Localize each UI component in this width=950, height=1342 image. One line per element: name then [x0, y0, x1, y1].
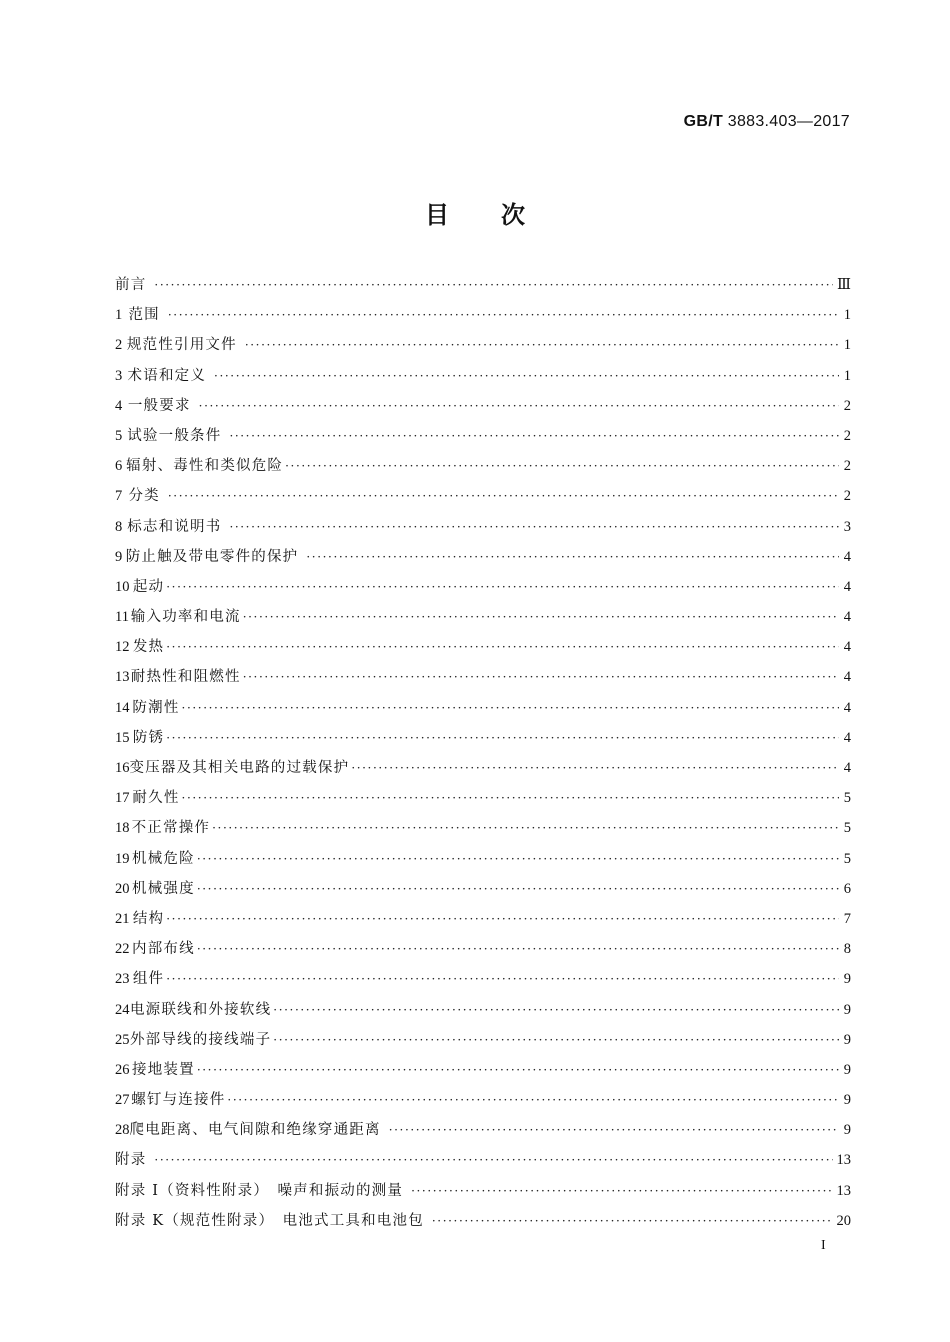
- toc-dot-leader: [197, 874, 839, 904]
- toc-dot-leader: [182, 693, 839, 723]
- toc-entry-page: 1: [843, 337, 851, 354]
- toc-entry-number: 3: [115, 367, 123, 384]
- toc-entry[interactable]: [115, 300, 851, 330]
- toc-entry-label: 起动: [132, 578, 165, 595]
- toc-entry-label: 爬电距离、电气间隙和绝缘穿通距离: [129, 1122, 381, 1139]
- toc-entry[interactable]: [115, 723, 851, 753]
- toc-entry-page: 1: [843, 367, 851, 384]
- toc-entry-page: 2: [843, 427, 851, 444]
- toc-entry-number: 21: [115, 910, 130, 927]
- toc-entry-page: 9: [843, 971, 851, 988]
- toc-dot-leader: [166, 572, 839, 602]
- toc-entry-page: 1: [843, 307, 851, 324]
- toc-dot-leader: [212, 813, 839, 843]
- toc-entry-label: 耐久性: [132, 790, 180, 807]
- toc-entry[interactable]: [115, 1085, 851, 1115]
- toc-title: 目次: [425, 201, 577, 229]
- toc-entry-label: 内部布线: [132, 941, 195, 958]
- toc-entry-number: 23: [115, 971, 130, 988]
- toc-entry-label: 规范性引用文件: [126, 337, 237, 354]
- toc-entry-label: 组件: [132, 971, 165, 988]
- toc-entry-page: 3: [843, 518, 851, 535]
- toc-entry[interactable]: [115, 421, 851, 451]
- toc-entry-label: 防潮性: [132, 699, 180, 716]
- toc-entry-label: 耐热性和阻燃性: [130, 669, 241, 686]
- toc-entry[interactable]: [115, 1025, 851, 1055]
- toc-entry-page: 2: [843, 488, 851, 505]
- toc-entry-page: 9: [843, 1122, 851, 1139]
- toc-entry-page: 2: [843, 397, 851, 414]
- toc-entry-page: 4: [843, 639, 851, 656]
- toc-entry[interactable]: [115, 1206, 851, 1236]
- toc-entry[interactable]: [115, 1055, 851, 1085]
- toc-entry-label: 变压器及其相关电路的过载保护: [129, 760, 350, 776]
- toc-entry-number: 4: [115, 397, 123, 414]
- toc-entry-page: 13: [836, 1152, 851, 1169]
- toc-dot-leader: [243, 602, 839, 632]
- toc-entry-page: 9: [843, 1001, 851, 1018]
- toc-entry-page: 9: [843, 1031, 851, 1048]
- toc-dot-leader: [285, 451, 839, 481]
- toc-dot-leader: [243, 662, 839, 692]
- toc-entry-number: 1: [115, 307, 123, 324]
- toc-entry[interactable]: [115, 391, 851, 421]
- toc-entry-number: 13: [115, 669, 130, 686]
- toc-entry-number: 15: [115, 729, 130, 746]
- page-number: I: [821, 1238, 826, 1253]
- toc-entry-number: 27: [115, 1092, 130, 1109]
- toc-dot-leader: [273, 1025, 839, 1055]
- toc-entry-number: 10: [115, 578, 130, 595]
- toc-entry-label: 术语和定义: [127, 367, 207, 384]
- toc-entry-page: 5: [843, 820, 851, 837]
- toc-dot-leader: [227, 1085, 839, 1115]
- toc-entry[interactable]: [115, 361, 851, 391]
- toc-entry-label: 附录 K（规范性附录） 电池式工具和电池包: [115, 1212, 424, 1229]
- table-of-contents: [115, 270, 851, 1236]
- toc-entry[interactable]: [115, 1145, 851, 1175]
- toc-entry[interactable]: [115, 1176, 851, 1206]
- toc-entry-label: 机械危险: [132, 850, 195, 867]
- toc-entry-page: 20: [836, 1212, 851, 1229]
- toc-entry[interactable]: [115, 1115, 851, 1145]
- toc-entry[interactable]: [115, 451, 851, 481]
- toc-entry-number: 12: [115, 639, 130, 656]
- toc-dot-leader: [166, 904, 839, 934]
- toc-entry-number: 8: [115, 518, 123, 535]
- toc-entry-page: 4: [843, 729, 851, 746]
- toc-entry-page: 4: [843, 669, 851, 686]
- toc-entry-number: 20: [115, 880, 130, 897]
- toc-dot-leader: [168, 300, 839, 330]
- toc-entry-page: 9: [843, 1061, 851, 1078]
- toc-entry-number: 6: [115, 458, 123, 475]
- toc-dot-leader: [166, 964, 839, 994]
- toc-entry-page: 9: [843, 1092, 851, 1109]
- toc-dot-leader: [182, 783, 839, 813]
- toc-entry-label: 机械强度: [132, 880, 195, 897]
- toc-entry-label: 接地装置: [132, 1061, 195, 1078]
- toc-entry-label: 防止触及带电零件的保护: [125, 548, 299, 565]
- toc-entry-label: 前言: [115, 277, 147, 293]
- toc-entry-page: Ⅲ: [837, 277, 851, 293]
- toc-entry[interactable]: [115, 632, 851, 662]
- toc-entry-label: 发热: [132, 639, 165, 656]
- toc-entry-number: 14: [115, 699, 130, 716]
- toc-dot-leader: [411, 1176, 832, 1206]
- toc-entry-number: 28: [115, 1122, 130, 1139]
- toc-entry-label: 辐射、毒性和类似危险: [126, 458, 284, 475]
- toc-dot-leader: [168, 481, 839, 511]
- toc-entry[interactable]: [115, 512, 851, 542]
- toc-entry-label: 螺钉与连接件: [131, 1092, 226, 1109]
- toc-entry-number: 24: [115, 1001, 130, 1018]
- toc-entry-label: 试验一般条件: [127, 427, 222, 444]
- toc-entry-page: 4: [843, 609, 851, 626]
- toc-dot-leader: [166, 723, 839, 753]
- toc-entry-label: 分类: [128, 488, 160, 505]
- toc-entry-label: 结构: [132, 910, 165, 927]
- toc-entry-page: 5: [843, 790, 851, 807]
- toc-entry[interactable]: [115, 964, 851, 994]
- toc-entry-label: 防锈: [132, 729, 165, 746]
- toc-entry-label: 电源联线和外接软线: [129, 1001, 272, 1018]
- toc-entry-number: 25: [115, 1031, 130, 1048]
- toc-entry[interactable]: [115, 844, 851, 874]
- toc-dot-leader: [229, 421, 839, 451]
- toc-entry-label: 附录: [115, 1152, 147, 1169]
- toc-entry-number: 9: [115, 548, 123, 565]
- toc-entry[interactable]: [115, 662, 851, 692]
- toc-entry[interactable]: [115, 874, 851, 904]
- toc-entry[interactable]: [115, 542, 851, 572]
- toc-entry[interactable]: [115, 270, 851, 300]
- toc-entry-label: 附录 I（资料性附录） 噪声和振动的测量: [115, 1182, 404, 1199]
- toc-dot-leader: [389, 1115, 839, 1145]
- toc-entry-page: 4: [843, 699, 851, 716]
- toc-entry[interactable]: [115, 813, 851, 843]
- toc-entry-label: 标志和说明书: [127, 518, 222, 535]
- toc-dot-leader: [199, 391, 839, 421]
- toc-dot-leader: [351, 753, 839, 783]
- toc-entry-number: 22: [115, 941, 130, 958]
- toc-entry-number: 26: [115, 1061, 130, 1078]
- toc-entry-number: 7: [115, 488, 123, 505]
- toc-entry[interactable]: [115, 934, 851, 964]
- standard-prefix: GB/T: [683, 113, 724, 130]
- toc-entry-page: 4: [843, 760, 851, 776]
- toc-dot-leader: [197, 844, 839, 874]
- toc-dot-leader: [154, 1145, 832, 1175]
- toc-dot-leader: [197, 1055, 839, 1085]
- toc-dot-leader: [166, 632, 839, 662]
- toc-entry-number: 16: [115, 760, 130, 776]
- toc-dot-leader: [306, 542, 839, 572]
- toc-entry-number: 17: [115, 790, 130, 807]
- toc-entry-label: 范围: [128, 307, 160, 324]
- toc-entry-number: 2: [115, 337, 123, 354]
- toc-dot-leader: [245, 330, 839, 360]
- toc-entry[interactable]: [115, 693, 851, 723]
- toc-entry-page: 13: [836, 1182, 851, 1199]
- toc-entry-label: 不正常操作: [131, 820, 211, 837]
- toc-entry[interactable]: [115, 995, 851, 1025]
- toc-entry-page: 8: [843, 941, 851, 958]
- toc-entry[interactable]: [115, 783, 851, 813]
- toc-entry-label: 一般要求: [127, 397, 191, 414]
- toc-entry-number: 18: [115, 820, 130, 837]
- toc-dot-leader: [273, 995, 839, 1025]
- toc-entry-number: 11: [115, 609, 129, 626]
- toc-entry-page: 4: [843, 548, 851, 565]
- toc-entry[interactable]: [115, 904, 851, 934]
- standard-code: [684, 113, 850, 131]
- toc-entry-label: 输入功率和电流: [130, 609, 241, 626]
- toc-entry-number: 19: [115, 850, 130, 867]
- toc-dot-leader: [432, 1206, 833, 1236]
- toc-entry-page: 2: [843, 458, 851, 475]
- toc-entry-page: 6: [843, 880, 851, 897]
- toc-entry-page: 4: [843, 578, 851, 595]
- toc-dot-leader: [154, 270, 833, 300]
- toc-entry[interactable]: [115, 753, 851, 783]
- toc-entry-number: 5: [115, 427, 123, 444]
- toc-entry[interactable]: [115, 572, 851, 602]
- toc-entry-label: 外部导线的接线端子: [129, 1031, 272, 1048]
- toc-dot-leader: [197, 934, 839, 964]
- toc-entry[interactable]: [115, 481, 851, 511]
- toc-entry-page: 5: [843, 850, 851, 867]
- toc-entry[interactable]: [115, 602, 851, 632]
- toc-entry[interactable]: [115, 330, 851, 360]
- toc-dot-leader: [229, 512, 839, 542]
- toc-entry-page: 7: [843, 910, 851, 927]
- standard-number: 3883.403—2017: [727, 113, 850, 130]
- toc-dot-leader: [214, 361, 839, 391]
